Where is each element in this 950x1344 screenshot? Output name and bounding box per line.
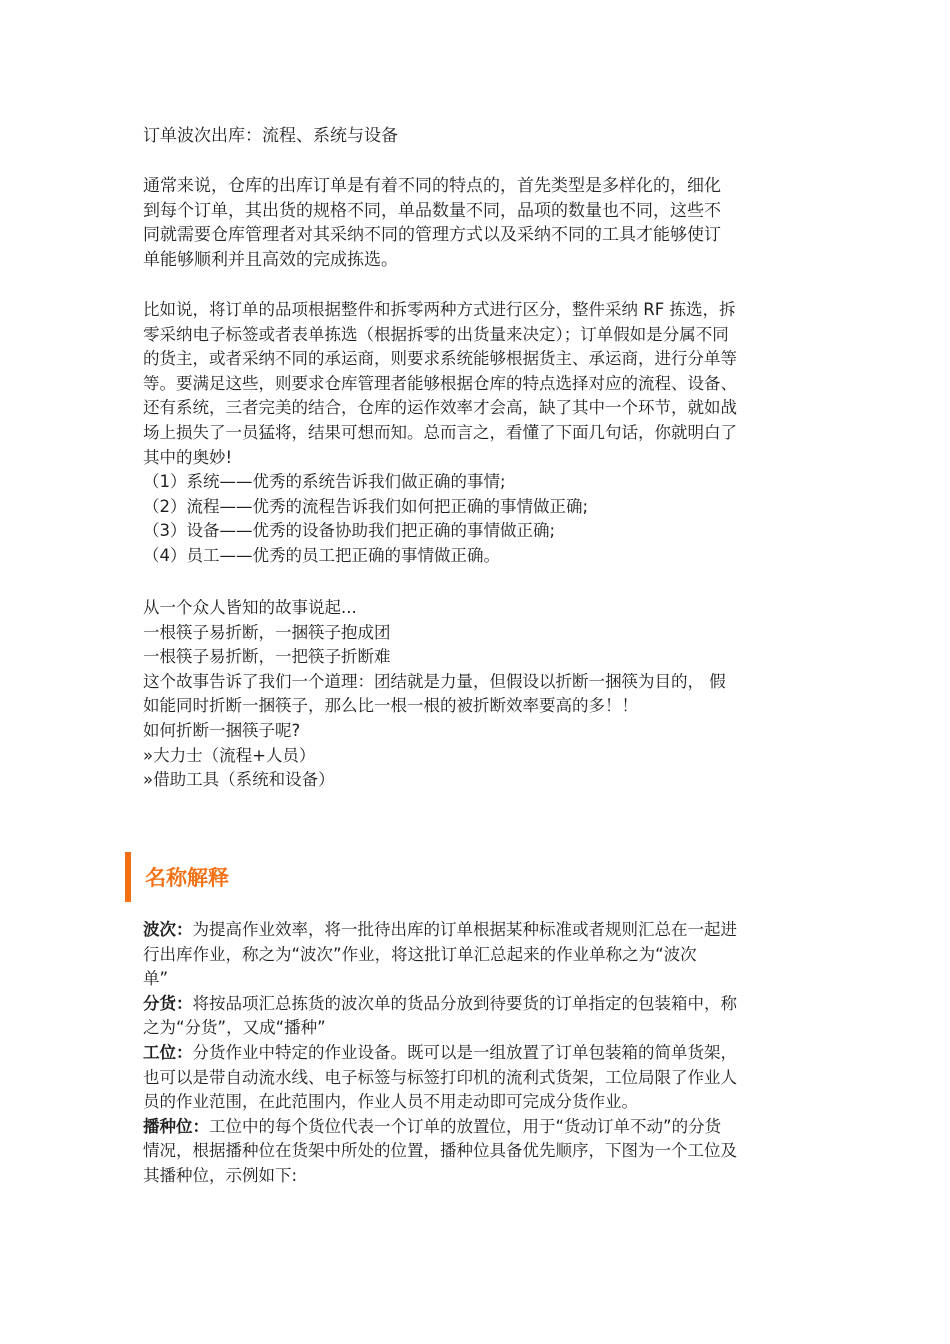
example-line: 比如说，将订单的品项根据整件和拆零两种方式进行区分，整件采纳 RF 拣选，拆 — [143, 300, 736, 319]
list-item-staff: （4）员工——优秀的员工把正确的事情做正确。 — [143, 545, 500, 565]
definition-text: 将按品项汇总拣货的波次单的货品分放到待要货的订单指定的包装箱中，称 — [192, 993, 737, 1013]
example-paragraph — [143, 298, 811, 569]
section-heading — [125, 852, 229, 902]
definitions-list — [143, 918, 811, 1189]
definition-line — [143, 1115, 811, 1140]
definition-line: 之为“分货”，又成“播种” — [143, 1018, 326, 1038]
example-line: 还有系统，三者完美的结合，仓库的运作效率才会高，缺了其中一个环节，就如战 — [143, 398, 737, 418]
intro-paragraph — [143, 174, 811, 272]
definition-term-sorting: 分货： — [143, 993, 193, 1013]
story-line: 如能同时折断一捆筷子，那么比一根一根的被折断效率要高的多！！ — [143, 696, 638, 716]
story-line: 如何折断一捆筷子呢? — [143, 720, 301, 740]
definition-line: 其播种位，示例如下: — [143, 1165, 298, 1185]
example-line: 其中的奥妙! — [143, 447, 233, 467]
document-title: 订单波次出库：流程、系统与设备 — [143, 126, 398, 146]
story-bullet: »大力士（流程+人员） — [143, 745, 316, 765]
list-item-system: （1）系统——优秀的系统告诉我们做正确的事情; — [143, 472, 506, 492]
list-item-equipment: （3）设备——优秀的设备协助我们把正确的事情做正确; — [143, 521, 556, 541]
example-line: 零采纳电子标签或者表单拣选（根据拆零的出货量来决定）；订单假如是分属不同 — [143, 324, 729, 344]
story-line: 一根筷子易折断，一捆筷子抱成团 — [143, 622, 391, 642]
definition-line — [143, 992, 811, 1017]
example-line: 等。要满足这些，则要求仓库管理者能够根据仓库的特点选择对应的流程、设备、 — [143, 373, 737, 393]
intro-line: 通常来说，仓库的出库订单是有着不同的特点的，首先类型是多样化的，细化 — [143, 176, 721, 196]
story-bullet: »借助工具（系统和设备） — [143, 770, 335, 790]
intro-line: 到每个订单，其出货的规格不同，单品数量不同，品项的数量也不同，这些不 — [143, 200, 721, 221]
intro-line: 单能够顺利并且高效的完成拣选。 — [143, 249, 398, 270]
definition-term-wave: 波次： — [143, 920, 193, 939]
story-line: 从一个众人皆知的故事说起... — [143, 598, 357, 617]
definition-term-station: 工位： — [143, 1042, 193, 1062]
definition-line: 情况，根据播种位在货架中所处的位置，播种位具备优先顺序，下图为一个工位及 — [143, 1141, 737, 1161]
definition-line: 单” — [143, 969, 169, 989]
definition-line: 员的作业范围，在此范围内，作业人员不用走动即可完成分货作业。 — [143, 1092, 638, 1112]
list-item-process: （2）流程——优秀的流程告诉我们如何把正确的事情做正确; — [143, 496, 589, 516]
definition-text: 分货作业中特定的作业设备。既可以是一组放置了订单包装箱的简单货架， — [192, 1042, 737, 1062]
intro-line: 同就需要仓库管理者对其采纳不同的管理方式以及采纳不同的工具才能够使订 — [143, 225, 721, 245]
story-line: 这个故事告诉了我们一个道理：团结就是力量，但假设以折断一捆筷为目的， 假 — [143, 671, 726, 691]
section-title: 名称解释 — [145, 866, 229, 890]
definition-text: 为提高作业效率，将一批待出库的订单根据某种标准或者规则汇总在一起进 — [192, 920, 737, 939]
definition-line: 也可以是带自动流水线、电子标签与标签打印机的流利式货架，工位局限了作业人 — [143, 1067, 737, 1087]
example-line: 的货主，或者采纳不同的承运商，则要求系统能够根据货主、承运商，进行分单等 — [143, 349, 737, 369]
definition-line: 行出库作业，称之为“波次”作业，将这批订单汇总起来的作业单称之为“波次 — [143, 944, 697, 964]
story-paragraph — [143, 596, 811, 793]
story-line: 一根筷子易折断，一把筷子折断难 — [143, 647, 391, 667]
definition-line — [143, 918, 811, 943]
definition-line — [143, 1041, 811, 1066]
definition-text: 工位中的每个货位代表一个订单的放置位，用于“货动订单不动”的分货 — [209, 1116, 722, 1136]
section-accent-bar — [125, 852, 131, 902]
example-line: 场上损失了一员猛将，结果可想而知。总而言之，看懂了下面几句话，你就明白了 — [143, 422, 737, 442]
definition-term-seeding-slot: 播种位： — [143, 1116, 209, 1136]
